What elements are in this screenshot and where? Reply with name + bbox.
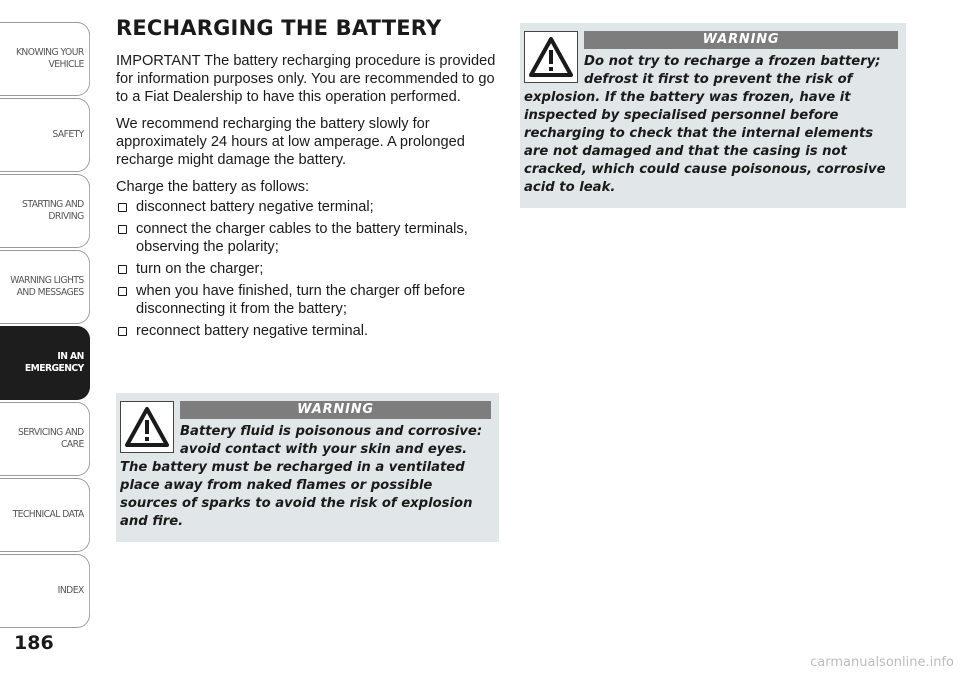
tab-starting-and-driving[interactable]: STARTING AND DRIVING: [0, 174, 90, 248]
tab-warning-lights[interactable]: WARNING LIGHTS AND MESSAGES: [0, 250, 90, 324]
recommend-paragraph: We recommend recharging the battery slowly for approximately 24 hours at low amperage. A prolonged recharge might damage the battery.: [116, 116, 465, 168]
charging-steps: [116, 198, 502, 340]
warning-box-frozen-battery: [520, 23, 906, 208]
checkbox-bullet-icon: [118, 287, 127, 296]
important-paragraph: IMPORTANT The battery recharging procedure is provided for information purposes only. You are recommended to go to a Fiat Dealership to have this operation performed.: [116, 53, 496, 105]
tab-technical-data[interactable]: TECHNICAL DATA: [0, 478, 90, 552]
tab-index[interactable]: INDEX: [0, 554, 90, 628]
section-title: RECHARGING THE BATTERY: [116, 16, 442, 40]
warning-text: Do not try to recharge a frozen battery; defrost it first to prevent the risk of explosion. If the battery was frozen, have it inspected by specialised personnel before recharging to check that the internal elements are not damaged and that the casing is not cracked, which could cause poisonous, corrosive acid to leak.: [524, 54, 886, 195]
tab-in-an-emergency[interactable]: IN AN EMERGENCY: [0, 326, 90, 400]
main-column: [116, 16, 502, 344]
watermark: carmanualsonline.info: [810, 655, 954, 670]
list-item: disconnect battery negative terminal;: [116, 198, 502, 216]
list-item: turn on the charger;: [116, 260, 502, 278]
checkbox-bullet-icon: [118, 203, 127, 212]
checkbox-bullet-icon: [118, 265, 127, 274]
warning-banner: WARNING: [584, 31, 898, 49]
intro-paragraph: Charge the battery as follows:: [116, 179, 310, 195]
list-item: connect the charger cables to the battery terminals, observing the polarity;: [116, 220, 502, 256]
tab-knowing-your-vehicle[interactable]: KNOWING YOUR VEHICLE: [0, 22, 90, 96]
checkbox-bullet-icon: [118, 327, 127, 336]
tab-servicing-and-care[interactable]: SERVICING AND CARE: [0, 402, 90, 476]
list-item: reconnect battery negative terminal.: [116, 322, 502, 340]
warning-box-battery-fluid: [116, 393, 499, 542]
warning-triangle-icon: [120, 401, 174, 453]
warning-text: Battery fluid is poisonous and corrosive: avoid contact with your skin and eyes. The battery must be recharged in a ventilated place away from naked flames or possible sources of sparks to avoid the risk of explosion and fire.: [120, 424, 483, 529]
warning-triangle-icon: [524, 31, 578, 83]
warning-banner: WARNING: [180, 401, 491, 419]
checkbox-bullet-icon: [118, 225, 127, 234]
list-item: when you have finished, turn the charger off before disconnecting it from the battery;: [116, 282, 502, 318]
page-number: 186: [14, 632, 54, 654]
tab-safety[interactable]: SAFETY: [0, 98, 90, 172]
